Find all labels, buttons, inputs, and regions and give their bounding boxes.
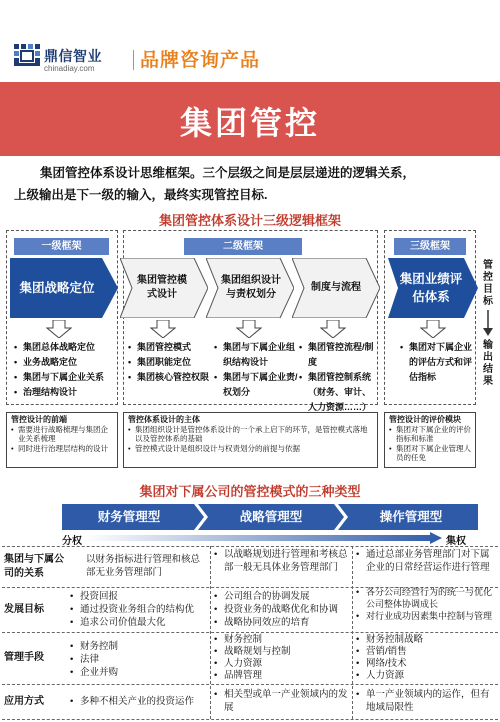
table-cell xyxy=(214,688,350,714)
list-item: • 集团总体战略定位 xyxy=(14,340,118,355)
list-item: • 通过总部业务管理部门对下属企业的日常经营运作进行管理 xyxy=(356,548,494,574)
row-separator xyxy=(2,684,498,685)
chevron-strategy-label: 集团战略定位 xyxy=(19,281,95,295)
list-item: • 营销/销售 xyxy=(356,646,494,658)
axis-label-centralized: 集权 xyxy=(446,536,466,547)
list-item: • 集团与下属企业责/权划分 xyxy=(214,370,298,400)
table-cell xyxy=(214,548,350,574)
list-item: • 财务控制战略 xyxy=(356,634,494,646)
list-item: • 集团管控制系统（财务、审计、人力资源……） xyxy=(299,370,377,415)
list-item: • 业务战略定位 xyxy=(14,355,118,370)
side-arrow-icon xyxy=(482,310,494,336)
table-cell xyxy=(70,695,208,708)
intro-line-1: 集团管控体系设计思维框架。三个层级之间是层层递进的逻辑关系， xyxy=(40,166,416,180)
list-item: • 集团核心管控权限 xyxy=(128,370,210,385)
chevron-control-mode-label: 集团管控模式设计 xyxy=(137,275,187,300)
column-separator xyxy=(352,546,353,719)
list-item: • 集团职能定位 xyxy=(128,355,210,370)
table-cell xyxy=(70,640,208,679)
logo-name: 鼎信智业 xyxy=(44,48,102,64)
level3-tab: 三级框架 xyxy=(394,238,466,255)
level1-tab: 一级框架 xyxy=(14,238,109,255)
header-divider xyxy=(133,50,134,70)
table-cell xyxy=(356,586,494,622)
list-item: • 财务控制 xyxy=(70,640,208,653)
chevron-strategy xyxy=(10,258,118,318)
list-item: • 对行业成功因素集中控制与管理 xyxy=(356,610,494,622)
list-item: • 公司组合的协调发展 xyxy=(214,590,350,603)
level2-bullets-process xyxy=(299,340,377,415)
note-main-body xyxy=(123,412,378,468)
table-cell xyxy=(356,548,494,574)
list-item: • 人力资源 xyxy=(214,658,350,670)
header-title: 品牌咨询产品 xyxy=(140,49,261,71)
down-arrow-icon xyxy=(150,320,176,338)
list-item: • 集团对下属企业管理人员的任免 xyxy=(389,444,471,463)
list-item: • 管控模式设计是组织设计与权责划分的前提与依据 xyxy=(128,444,373,454)
list-item: • 追求公司价值最大化 xyxy=(70,616,208,629)
note-frontend xyxy=(6,412,118,468)
note-main-body-title: 管控体系设计的主体 xyxy=(128,415,200,424)
framework-section-title: 集团管控体系设计三级逻辑框架 xyxy=(158,213,341,228)
list-item: • 投资回报 xyxy=(70,590,208,603)
list-item: • 通过投资业务组合的结构优 xyxy=(70,603,208,616)
down-arrow-icon xyxy=(320,320,346,338)
list-item: • 各分公司经营行为的统一与优化公司整体协调成长 xyxy=(356,586,494,610)
axis-gradient-arrow xyxy=(84,532,442,544)
list-item: • 财务控制 xyxy=(214,634,350,646)
list-item: • 治理结构设计 xyxy=(14,385,118,400)
list-item: • 集团对下属企业的评价指标和标准 xyxy=(389,425,471,444)
level2-bullets-org xyxy=(214,340,298,400)
level1-bullets xyxy=(14,340,118,400)
list-item: • 需要进行战略梳理与集团企业关系梳理 xyxy=(11,425,113,444)
list-item: • 相关型或单一产业领域内的发展 xyxy=(214,688,350,714)
side-label-result: 输出结果 xyxy=(483,340,493,387)
list-item: • 集团管控流程/制度 xyxy=(299,340,377,370)
table-cell xyxy=(214,634,350,682)
list-item: • 品牌管理 xyxy=(214,670,350,682)
level2-tab: 二级框架 xyxy=(184,238,302,255)
level3-bullets xyxy=(400,340,476,385)
chevron-process xyxy=(292,258,380,318)
mode-tab-strategic: 战略管理型 xyxy=(239,510,303,524)
list-item: • 集团组织设计是管控体系设计的一个承上启下的环节，是管控模式落地以及管控体系的基础 xyxy=(128,425,373,444)
list-item: • 企业并购 xyxy=(70,666,208,679)
list-item: • 集团与下属企业组织结构设计 xyxy=(214,340,298,370)
row-separator xyxy=(2,546,498,547)
side-label-goal: 管控目标 xyxy=(483,260,493,307)
modes-section-title: 集团对下属公司的管控模式的三种类型 xyxy=(139,484,361,499)
column-separator xyxy=(210,546,211,719)
table-cell xyxy=(356,634,494,682)
chevron-org-design-label: 集团组织设计与责权划分 xyxy=(221,275,281,300)
list-item: • 投资业务的战略优化和协调 xyxy=(214,603,350,616)
level2-bullets-mode xyxy=(128,340,210,385)
mode-tab-operational: 操作管理型 xyxy=(379,510,443,524)
note-evaluation-title: 管控设计的评价模块 xyxy=(389,415,461,424)
down-arrow-icon xyxy=(46,320,72,338)
intro-line-2: 上级输出是下一级的输入，最终实现管控目标. xyxy=(14,188,268,202)
table-cell xyxy=(214,590,350,629)
row-separator xyxy=(2,632,498,633)
chevron-evaluation-label: 集团业绩评估体系 xyxy=(399,272,463,304)
list-item: • 人力资源 xyxy=(356,670,494,682)
header xyxy=(0,0,500,82)
list-item: • 集团管控模式 xyxy=(128,340,210,355)
note-frontend-title: 管控设计的前端 xyxy=(11,415,67,424)
table-cell-text: 以战略规划进行管理和考核总部一般无具体业务管理部门 xyxy=(224,549,348,573)
row-label-application: 应用方式 xyxy=(4,696,44,707)
row-separator xyxy=(2,719,498,720)
down-arrow-icon xyxy=(420,320,446,338)
down-arrow-icon xyxy=(236,320,262,338)
chevron-org-design xyxy=(206,258,294,318)
table-cell xyxy=(70,590,208,629)
row-label-means: 管理手段 xyxy=(4,652,44,663)
list-item: • 网络/技术 xyxy=(356,658,494,670)
chevron-control-mode xyxy=(120,258,208,318)
table-cell: 以财务指标进行管理和核总部无业务管理部门 xyxy=(86,554,201,578)
mode-tab-financial: 财务管理型 xyxy=(97,510,161,524)
row-label-relationship: 集团与下属公司的关系 xyxy=(4,554,64,579)
list-item: • 集团对下属企业的评估方式和评估指标 xyxy=(400,340,476,385)
note-evaluation xyxy=(384,412,476,468)
chevron-process-label: 制度与流程 xyxy=(311,282,361,293)
table-cell xyxy=(356,688,494,714)
bullet-icon: • xyxy=(214,549,218,560)
intro-paragraph xyxy=(14,162,490,206)
logo-url: chinadiay.com xyxy=(44,64,95,73)
list-item: • 战略协同效应的培育 xyxy=(214,616,350,629)
list-item: • 单一产业领域内的运作，但有地域局限性 xyxy=(356,688,494,714)
list-item: • 多种不相关产业的投资运作 xyxy=(70,695,208,708)
list-item: • 战略规划与控制 xyxy=(214,646,350,658)
axis-label-decentralized: 分权 xyxy=(62,536,82,547)
list-item: • 集团与下属企业关系 xyxy=(14,370,118,385)
row-label-goal: 发展目标 xyxy=(4,604,44,615)
page-title: 集团管控 xyxy=(179,104,320,142)
list-item: • 同时进行治理层结构的设计 xyxy=(11,444,113,454)
list-item: • 法律 xyxy=(70,653,208,666)
chevron-evaluation xyxy=(388,258,478,318)
logo-icon xyxy=(14,44,40,68)
